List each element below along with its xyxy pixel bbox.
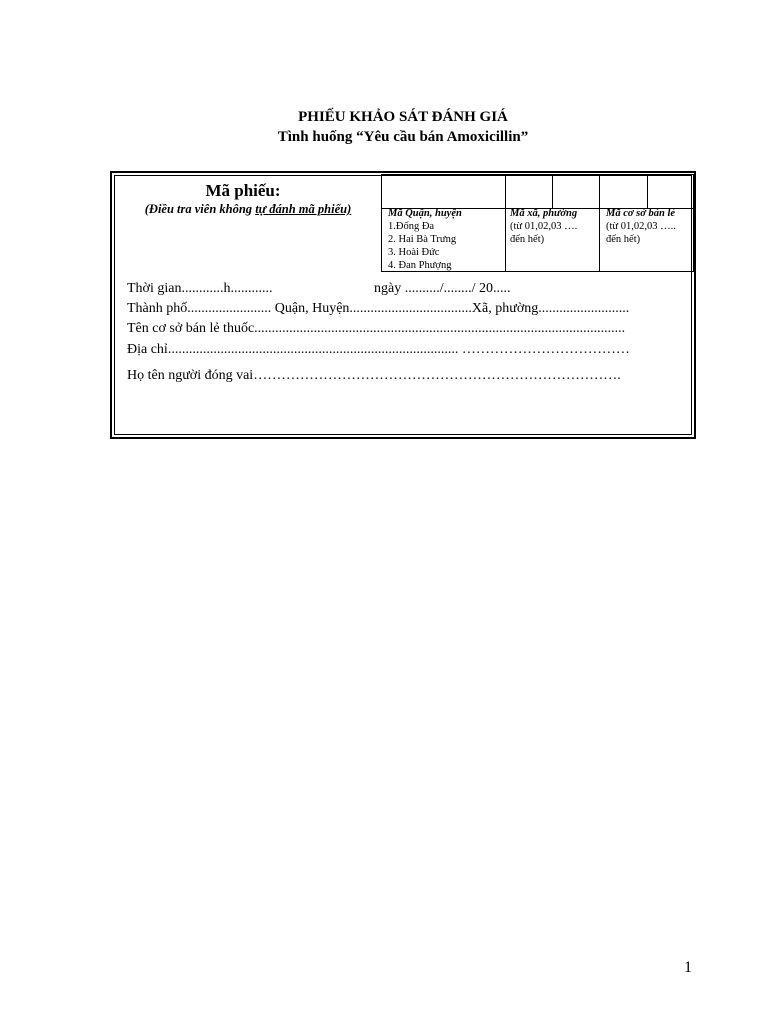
- retailer-code-hint: đến hết): [606, 234, 641, 245]
- form-code-note-text: (Điều tra viên không: [144, 202, 256, 216]
- form-code-note: [110, 202, 386, 217]
- grid-divider: [552, 175, 553, 208]
- retailer-code-hint: (từ 01,02,03 …..: [606, 221, 676, 232]
- grid-divider: [505, 175, 506, 271]
- date-field: ngày ........../......../ 20.....: [374, 281, 511, 296]
- role-player-field: Họ tên người đóng vai…………………………………………………………………….: [127, 368, 621, 383]
- page-title: PHIẾU KHẢO SÁT ĐÁNH GIÁ: [298, 109, 508, 125]
- ward-code-heading: Mã xã, phường: [510, 208, 578, 219]
- grid-divider: [599, 175, 600, 271]
- ward-code-column: [510, 207, 577, 246]
- retailer-code-heading: Mã cơ sở bán lẻ: [606, 208, 676, 219]
- retailer-code-column: [606, 207, 676, 246]
- page-number: 1: [684, 959, 692, 976]
- district-code-heading: Mã Quận, huyện: [388, 208, 462, 219]
- form-code-note-underlined: tự đánh mã phiếu): [255, 202, 352, 216]
- grid-divider: [647, 175, 648, 208]
- address-field: Địa chỉ................................................................................... ………………………………: [127, 342, 630, 357]
- ward-code-hint: (từ 01,02,03 ….: [510, 221, 578, 232]
- district-option: 1.Đống Đa: [388, 221, 435, 232]
- district-option: 3. Hoài Đức: [388, 247, 440, 258]
- district-code-column: [388, 207, 462, 272]
- page-subtitle: Tình huống “Yêu cầu bán Amoxicillin”: [277, 129, 529, 145]
- time-field: Thời gian............h............: [127, 281, 273, 296]
- ward-code-hint: đến hết): [510, 234, 545, 245]
- district-option: 2. Hai Bà Trưng: [388, 234, 457, 245]
- form-code-label: Mã phiếu:: [205, 181, 281, 200]
- location-field: Thành phố........................ Quận, Huyện...................................Xã, phường..........................: [127, 301, 630, 316]
- pharmacy-name-field: Tên cơ sở bán lẻ thuốc..........................................................................................................: [127, 321, 626, 336]
- district-option: 4. Đan Phượng: [388, 260, 452, 271]
